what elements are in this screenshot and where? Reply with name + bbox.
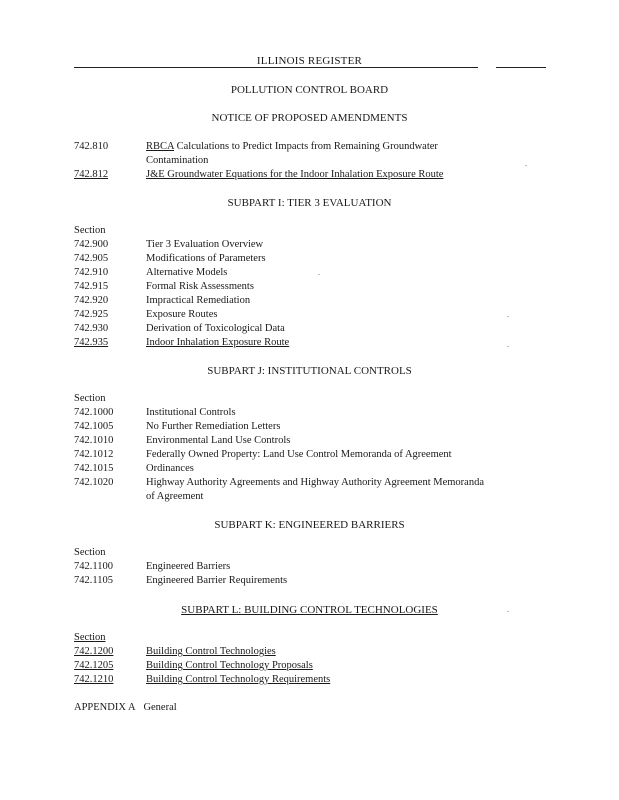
header-rule-right xyxy=(496,67,546,68)
agency-title: POLLUTION CONTROL BOARD xyxy=(230,84,389,96)
scan-speck: . xyxy=(507,340,509,349)
rbca-abbrev: RBCA xyxy=(146,141,175,152)
section-title: Building Control Technologies xyxy=(146,646,276,657)
section-label: Section xyxy=(74,225,106,236)
section-number: 742.915 xyxy=(74,281,109,292)
section-title: Exposure Routes xyxy=(146,309,218,320)
section-title: Engineered Barriers xyxy=(146,561,231,572)
scan-speck: . xyxy=(507,605,509,614)
section-number: 742.1012 xyxy=(74,449,114,460)
register-title: ILLINOIS REGISTER xyxy=(256,55,363,67)
section-title: Ordinances xyxy=(146,463,194,474)
section-title: Engineered Barrier Requirements xyxy=(146,575,288,586)
subpart-k-heading: SUBPART K: ENGINEERED BARRIERS xyxy=(214,519,405,531)
section-title: Building Control Technology Requirements xyxy=(146,674,331,685)
appendix-title: General xyxy=(143,702,177,713)
section-number: 742.1210 xyxy=(74,674,114,685)
section-title: J&E Groundwater Equations for the Indoor Inhalation Exposure Route xyxy=(146,169,444,180)
section-title: Highway Authority Agreements and Highway Authority Agreement Memoranda xyxy=(146,477,484,488)
section-label: Section xyxy=(74,547,106,558)
section-label: Section xyxy=(74,393,106,404)
section-number: 742.1000 xyxy=(74,407,114,418)
section-number: 742.910 xyxy=(74,267,109,278)
section-number: 742.1205 xyxy=(74,660,114,671)
appendix-label: APPENDIX A xyxy=(74,702,136,713)
section-number: 742.1010 xyxy=(74,435,114,446)
notice-title: NOTICE OF PROPOSED AMENDMENTS xyxy=(211,112,408,124)
appendix-entry xyxy=(74,701,554,715)
section-title-cont: of Agreement xyxy=(146,491,204,502)
section-title: Building Control Technology Proposals xyxy=(146,660,313,671)
section-title: Environmental Land Use Controls xyxy=(146,435,291,446)
scan-speck: . xyxy=(318,268,320,277)
section-title: Indoor Inhalation Exposure Route xyxy=(146,337,290,348)
section-title: Federally Owned Property: Land Use Control Memoranda of Agreement xyxy=(146,449,452,460)
section-title-cont: Contamination xyxy=(146,155,209,166)
section-number: 742.1015 xyxy=(74,463,114,474)
section-title: Tier 3 Evaluation Overview xyxy=(146,239,264,250)
section-number: 742.900 xyxy=(74,239,109,250)
section-number: 742.925 xyxy=(74,309,109,320)
subpart-i-heading: SUBPART I: TIER 3 EVALUATION xyxy=(227,197,392,209)
section-number: 742.812 xyxy=(74,169,109,180)
section-label: Section xyxy=(74,632,106,643)
section-number: 742.810 xyxy=(74,141,109,152)
section-title: Modifications of Parameters xyxy=(146,253,266,264)
scan-speck: . xyxy=(507,310,509,319)
section-number: 742.920 xyxy=(74,295,109,306)
section-number: 742.935 xyxy=(74,337,109,348)
section-number: 742.905 xyxy=(74,253,109,264)
subpart-j-heading: SUBPART J: INSTITUTIONAL CONTROLS xyxy=(207,365,412,377)
section-title xyxy=(146,140,546,154)
section-title: Alternative Models xyxy=(146,267,228,278)
section-number: 742.1105 xyxy=(74,575,113,586)
section-title: No Further Remediation Letters xyxy=(146,421,281,432)
section-number: 742.1200 xyxy=(74,646,114,657)
section-title: Derivation of Toxicological Data xyxy=(146,323,285,334)
header-rule xyxy=(74,67,478,68)
scan-speck: . xyxy=(525,159,527,168)
section-number: 742.930 xyxy=(74,323,109,334)
section-number: 742.1020 xyxy=(74,477,114,488)
section-title: Formal Risk Assessments xyxy=(146,281,254,292)
section-number: 742.1100 xyxy=(74,561,113,572)
section-title: Impractical Remediation xyxy=(146,295,251,306)
subpart-l-heading: SUBPART L: BUILDING CONTROL TECHNOLOGIES xyxy=(181,604,438,616)
section-title-rest: Calculations to Predict Impacts from Remaining Groundwater xyxy=(174,141,438,152)
section-number: 742.1005 xyxy=(74,421,114,432)
section-title: Institutional Controls xyxy=(146,407,236,418)
